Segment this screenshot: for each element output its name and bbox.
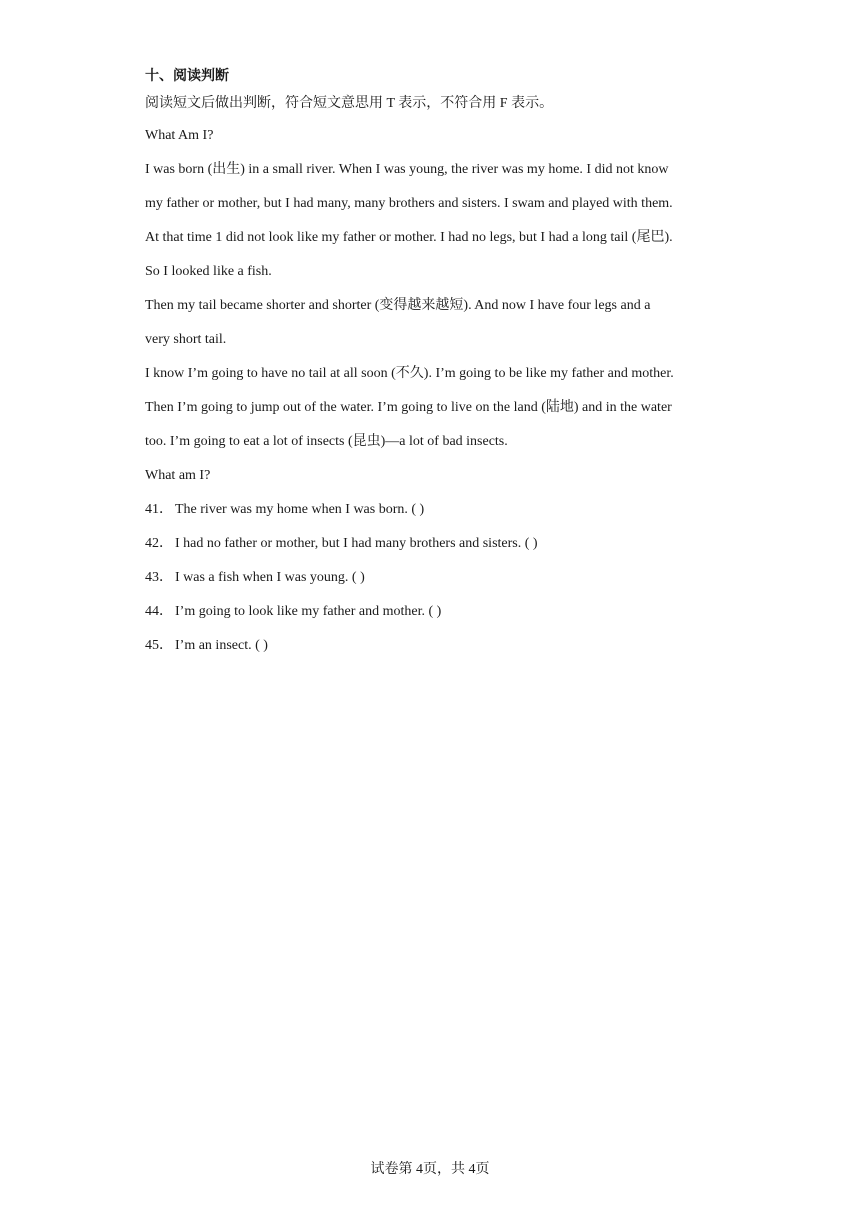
question-item <box>145 566 735 600</box>
passage-line: Then I’m going to jump out of the water. I’m going to live on the land (陆地) and in the water <box>145 400 672 415</box>
passage-line: very short tail. <box>145 332 227 347</box>
passage-line: I know I’m going to have no tail at all soon (不久). I’m going to be like my father and mother. <box>145 366 674 381</box>
reading-passage <box>145 124 735 498</box>
section-instruction: 阅读短文后做出判断，符合短文意思用 T 表示，不符合用 F 表示。 <box>145 96 554 111</box>
question-number: 42． <box>145 536 173 551</box>
question-text: I’m an insect. ( ) <box>175 638 268 653</box>
passage-line: too. I’m going to eat a lot of insects (昆虫)—a lot of bad insects. <box>145 434 508 449</box>
passage-question-line: What am I? <box>145 468 211 483</box>
passage-line: At that time 1 did not look like my father or mother. I had no legs, but I had a long tail (尾巴). <box>145 230 673 245</box>
passage-line: Then my tail became shorter and shorter (变得越来越短). And now I have four legs and a <box>145 298 651 313</box>
passage-line: I was born (出生) in a small river. When I was young, the river was my home. I did not know <box>145 162 669 177</box>
question-number: 44． <box>145 604 173 619</box>
section-title: 十、阅读判断 <box>145 68 229 84</box>
question-text: The river was my home when I was born. ( ) <box>175 502 425 517</box>
passage-title: What Am I? <box>145 128 214 143</box>
question-text: I had no father or mother, but I had many brothers and sisters. ( ) <box>175 536 538 551</box>
passage-line: my father or mother, but I had many, many brothers and sisters. I swam and played with them. <box>145 196 673 211</box>
passage-line: So I looked like a fish. <box>145 264 272 279</box>
question-text: I was a fish when I was young. ( ) <box>175 570 365 585</box>
page-footer: 试卷第 4页，共 4页 <box>370 1162 490 1177</box>
question-number: 45． <box>145 638 173 653</box>
question-item <box>145 634 735 668</box>
question-text: I’m going to look like my father and mother. ( ) <box>175 604 442 619</box>
question-item <box>145 600 735 634</box>
question-list <box>145 498 735 668</box>
question-number: 43． <box>145 570 173 585</box>
question-item <box>145 498 735 532</box>
question-number: 41． <box>145 502 173 517</box>
exam-page-content <box>145 62 735 668</box>
question-item <box>145 532 735 566</box>
